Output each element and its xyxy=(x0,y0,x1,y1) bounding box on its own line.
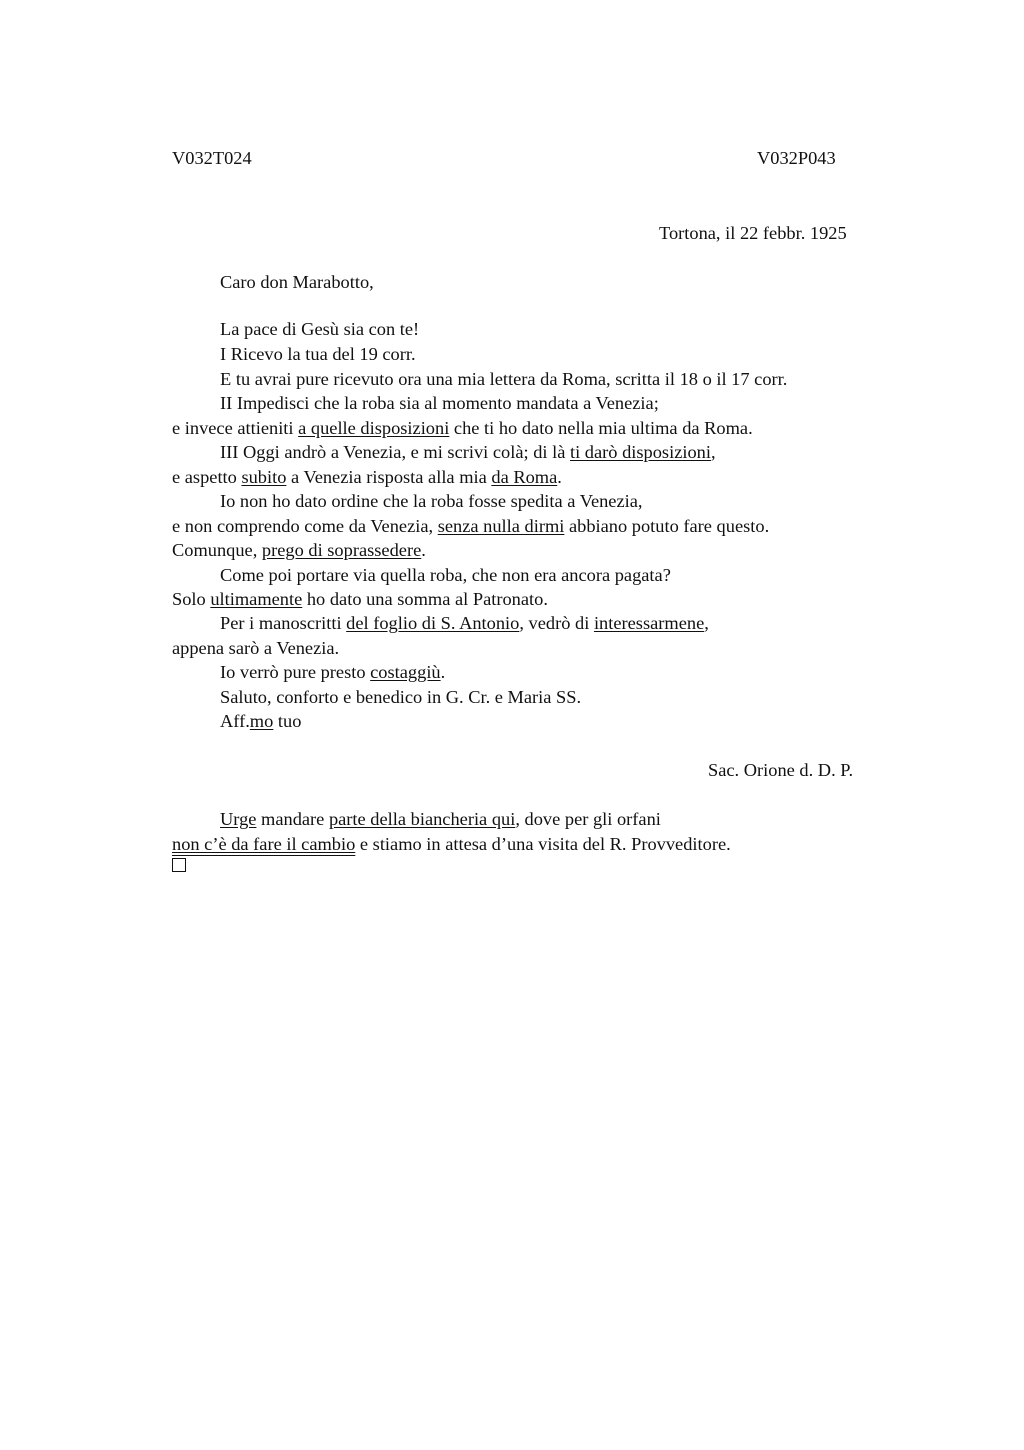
place-date: Tortona, il 22 febbr. 1925 xyxy=(659,223,847,243)
document-code-right: V032P043 xyxy=(757,148,836,168)
letter-line xyxy=(220,392,659,414)
letter-line xyxy=(220,564,671,586)
text-segment: Solo xyxy=(172,589,211,609)
text-segment: , xyxy=(710,442,716,462)
letter-line xyxy=(172,417,753,439)
text-segment: E tu avrai pure ricevuto ora una mia lettera da Roma, scritta il 18 o il 17 corr. xyxy=(220,369,788,389)
underlined-text: mo xyxy=(249,711,274,731)
text-segment: e invece attieniti xyxy=(172,418,299,438)
text-segment: II Impedisci che la roba sia al momento mandata a Venezia; xyxy=(220,393,659,413)
postscript-line xyxy=(220,808,661,830)
letter-line xyxy=(220,318,419,340)
text-segment: . xyxy=(440,662,446,682)
letter-line xyxy=(220,368,787,390)
letter-line xyxy=(172,466,562,488)
text-segment: , dove per gli orfani xyxy=(515,809,661,829)
text-segment: appena sarò a Venezia. xyxy=(172,638,340,658)
text-segment: ho dato una somma al Patronato. xyxy=(302,589,548,609)
underlined-text: costaggiù xyxy=(370,662,441,682)
text-segment: e aspetto xyxy=(172,467,242,487)
text-segment: . xyxy=(557,467,562,487)
underlined-text: Urge xyxy=(220,809,257,829)
text-segment: mandare xyxy=(256,809,329,829)
end-mark-box xyxy=(172,858,186,872)
text-segment: La pace di Gesù sia con te! xyxy=(220,319,420,339)
text-segment: I Ricevo la tua del 19 corr. xyxy=(220,344,416,364)
underlined-text: prego di soprassedere xyxy=(261,540,422,560)
letter-line xyxy=(172,539,426,561)
text-segment: e non comprendo come da Venezia, xyxy=(172,516,438,536)
text-segment: Saluto, conforto e benedico in G. Cr. e Maria SS. xyxy=(220,687,582,707)
salutation: Caro don Marabotto, xyxy=(220,272,374,292)
underlined-text: da Roma xyxy=(491,467,558,487)
text-segment: , xyxy=(704,613,709,633)
text-segment: III Oggi andrò a Venezia, e mi scrivi colà; di là xyxy=(220,442,570,462)
postscript-line xyxy=(172,833,731,855)
underlined-text: interessarmene xyxy=(593,613,705,633)
document-code-left: V032T024 xyxy=(172,148,252,168)
text-segment: abbiano potuto fare questo. xyxy=(564,516,770,536)
letter-line xyxy=(220,661,445,683)
text-segment: Io non ho dato ordine che la roba fosse spedita a Venezia, xyxy=(220,491,643,511)
underlined-text: ti darò disposizioni xyxy=(569,442,711,462)
letter-line xyxy=(220,343,416,365)
signature: Sac. Orione d. D. P. xyxy=(708,760,854,780)
underlined-text: senza nulla dirmi xyxy=(437,516,565,536)
letter-line xyxy=(220,686,581,708)
letter-line xyxy=(172,515,769,537)
letter-line xyxy=(172,588,548,610)
text-segment: . xyxy=(421,540,426,560)
letter-line xyxy=(172,637,339,659)
underlined-text: ultimamente xyxy=(210,589,303,609)
underlined-text: del foglio di S. Antonio xyxy=(346,613,520,633)
text-segment: tuo xyxy=(273,711,302,731)
text-segment: e stiamo in attesa d’una visita del R. Provveditore. xyxy=(355,834,731,854)
text-segment: Io verrò pure presto xyxy=(220,662,371,682)
text-segment: Comunque, xyxy=(172,540,262,560)
text-segment: Come poi portare via quella roba, che non era ancora pagata? xyxy=(220,565,671,585)
text-segment: che ti ho dato nella mia ultima da Roma. xyxy=(449,418,753,438)
underlined-text: a quelle disposizioni xyxy=(298,418,450,438)
letter-line xyxy=(220,490,643,512)
underlined-text: parte della biancheria qui xyxy=(328,809,516,829)
letter-line xyxy=(220,710,301,732)
underlined-text: non c’è da fare il cambio xyxy=(172,834,356,854)
letter-line xyxy=(220,612,709,634)
underlined-text: subito xyxy=(241,467,287,487)
text-segment: , vedrò di xyxy=(519,613,594,633)
text-segment: a Venezia risposta alla mia xyxy=(286,467,492,487)
text-segment: Aff. xyxy=(220,711,250,731)
text-segment: Per i manoscritti xyxy=(220,613,347,633)
letter-line xyxy=(220,441,716,463)
